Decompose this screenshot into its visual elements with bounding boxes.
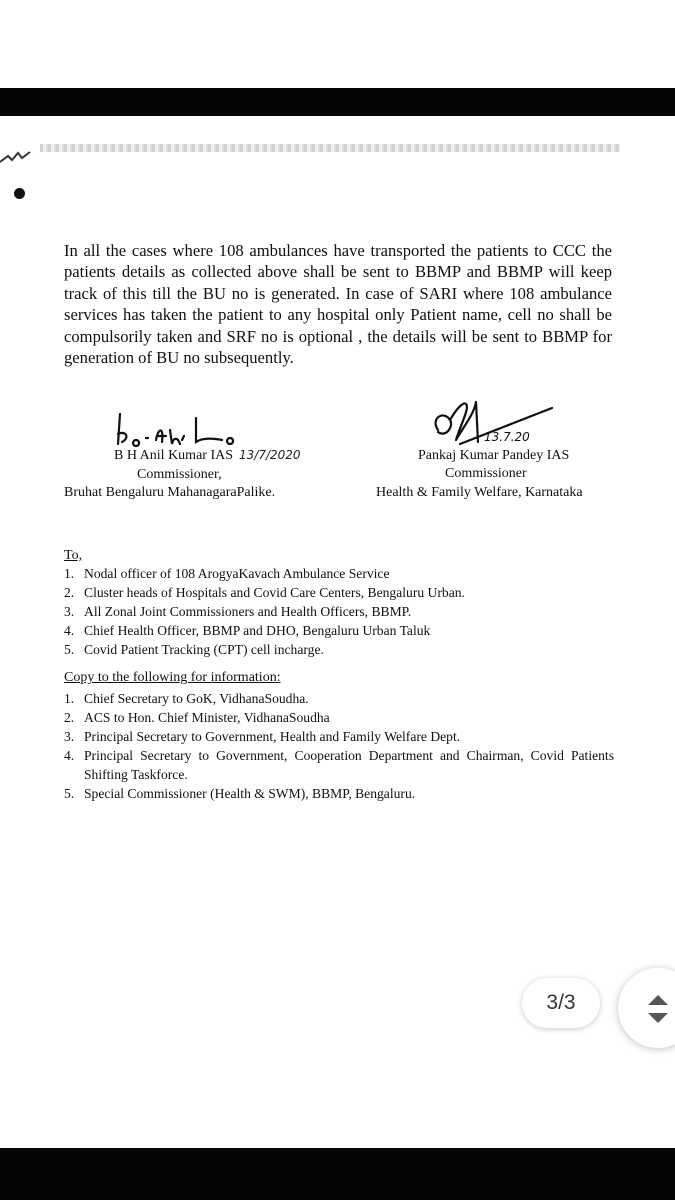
list-item-text: Principal Secretary to Government, Cooperation Department and Chairman, Covid Patients Shifting Taskforce. <box>84 748 614 782</box>
to-list <box>64 564 614 659</box>
list-item-number: 3. <box>64 604 75 619</box>
list-item-text: Cluster heads of Hospitals and Covid Care Centers, Bengaluru Urban. <box>84 585 465 600</box>
list-item <box>64 784 614 803</box>
to-heading: To, <box>64 548 83 563</box>
scan-artifact-mark <box>0 150 34 166</box>
list-item-text: Chief Health Officer, BBMP and DHO, Bengaluru Urban Taluk <box>84 623 431 638</box>
list-item <box>64 583 614 602</box>
list-item-text: Principal Secretary to Government, Health and Family Welfare Dept. <box>84 729 461 744</box>
list-item-number: 5. <box>64 786 75 801</box>
list-item-number: 2. <box>64 710 75 725</box>
signatory-left-org: Bruhat Bengaluru MahanagaraPalike. <box>64 485 276 500</box>
list-item-text: ACS to Hon. Chief Minister, VidhanaSoudha <box>84 710 330 725</box>
signatory-right-title: Commissioner <box>445 466 527 481</box>
copy-to-list <box>64 689 614 803</box>
list-item <box>64 564 614 583</box>
signatory-right-date: 13.7.20 <box>484 430 530 444</box>
list-item <box>64 602 614 621</box>
list-item-number: 3. <box>64 729 75 744</box>
signatory-left <box>64 446 364 503</box>
scan-artifact-dot <box>14 188 25 199</box>
list-item-text: Nodal officer of 108 ArogyaKavach Ambulance Service <box>84 566 390 581</box>
list-item-text: Covid Patient Tracking (CPT) cell incharge. <box>84 642 324 657</box>
list-item-number: 4. <box>64 623 75 638</box>
list-item-text: Special Commissioner (Health & SWM), BBMP, Bengaluru. <box>84 786 416 801</box>
list-item-number: 1. <box>64 691 75 706</box>
previous-page-margin <box>0 0 675 88</box>
signatory-left-name-line <box>64 446 364 466</box>
signatory-left-date: 13/7/2020 <box>239 448 301 462</box>
signatory-left-name: B H Anil Kumar IAS <box>114 448 233 463</box>
list-item-number: 4. <box>64 748 75 763</box>
signatory-right <box>376 430 621 502</box>
up-down-arrows-icon <box>644 992 672 1026</box>
list-item <box>64 727 614 746</box>
list-item <box>64 746 614 784</box>
page-separator-top <box>0 88 675 116</box>
list-item <box>64 621 614 640</box>
scan-artifact-edge <box>40 144 620 152</box>
list-item-number: 5. <box>64 642 75 657</box>
list-item-number: 1. <box>64 566 75 581</box>
signatory-right-org: Health & Family Welfare, Karnataka <box>376 484 583 500</box>
list-item <box>64 640 614 659</box>
list-item-text: Chief Secretary to GoK, VidhanaSoudha. <box>84 691 309 706</box>
list-item-number: 2. <box>64 585 75 600</box>
body-paragraph: In all the cases where 108 ambulances have transported the patients to CCC the patients details as collected above shall be sent to BBMP and BBMP will keep track of this till the BU no is generated. In case of SARI where 108 ambulance services has taken the patient to any hospital only Patient name, cell no shall be compulsorily taken and SRF no is optional , the details will be sent to BBMP for generation of BU no subsequently. <box>64 241 612 368</box>
list-item <box>64 708 614 727</box>
list-item-text: All Zonal Joint Commissioners and Health Officers, BBMP. <box>84 604 412 619</box>
page-indicator[interactable]: 3/3 <box>522 978 600 1028</box>
page-separator-bottom <box>0 1148 675 1200</box>
signatory-right-name: Pankaj Kumar Pandey IAS <box>418 447 570 463</box>
signatory-left-title: Commissioner, <box>137 466 222 482</box>
copy-to-heading: Copy to the following for information: <box>64 670 281 685</box>
list-item <box>64 689 614 708</box>
